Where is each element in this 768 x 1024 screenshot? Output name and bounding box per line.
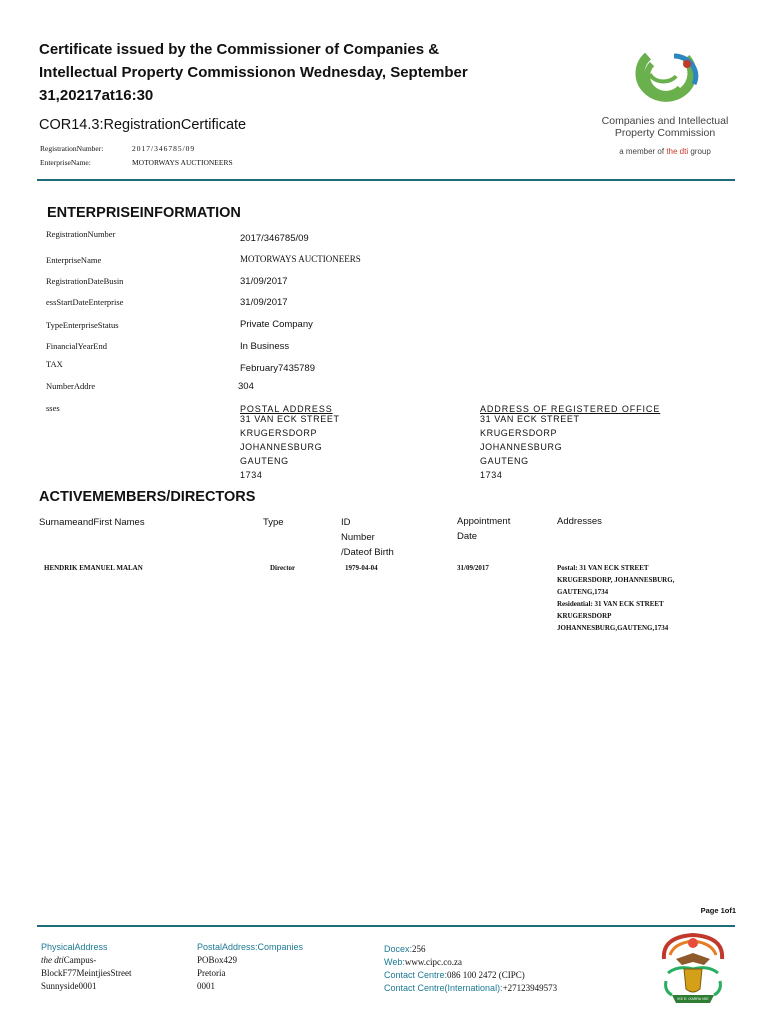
postal-address-block [240,402,340,482]
label-addresses-cont: sses [46,403,60,413]
registered-office-line: 31 VAN ECK STREET [480,414,580,424]
label-number-addresses: NumberAddre [46,381,96,391]
web-link[interactable]: www.cipc.co.za [404,957,462,967]
contact-centre-intl-line: Contact Centre(International):+27123949573 [384,983,558,993]
docex-line: Docex:256 [384,944,426,954]
value-enterprise-type: Private Company [240,319,313,330]
cipc-logo-icon [590,44,740,110]
col-header-type: Type [263,517,284,528]
col-header-appointment: Appointment Date [457,516,511,542]
value-financial-year-end-tax: February7435789 [240,363,315,374]
postal-address-line: 31 VAN ECK STREET [240,414,340,424]
member-type: Director [270,564,296,572]
label-financial-year-end: FinancialYearEnd [46,341,107,351]
footer-postal-address [197,942,303,993]
members-heading: ACTIVEMEMBERS/DIRECTORS [39,489,256,505]
postal-footer-heading: PostalAddress:Companies [197,942,304,952]
footer-physical-address [41,942,132,993]
registered-office-line: JOHANNESBURG [480,442,563,452]
page-number: Page 1of1 [700,906,736,915]
registered-office-line: GAUTENG [480,456,529,466]
col-header-addresses: Addresses [557,516,602,527]
physical-address-line: BlockF77MeintjiesStreet [41,968,132,978]
footer-divider [37,925,735,927]
enterprise-name-label: EnterpriseName: [40,158,91,167]
registered-office-block [480,402,660,482]
physical-address-heading: PhysicalAddress [41,942,108,952]
crest-motto: !KE E: /XARRA //KE [677,997,709,1001]
label-registration-date: RegistrationDateBusin [46,276,124,286]
label-tax: TAX [46,359,63,369]
member-name: HENDRIK EMANUEL MALAN [44,564,143,572]
label-business-start-date: essStartDateEnterprise [46,297,124,307]
cipc-logo [590,44,740,154]
postal-address-heading: POSTAL ADDRESS [240,404,333,414]
title-line-3: 31,20217at16:30 [39,87,154,104]
label-enterprise-name: EnterpriseName [46,255,102,265]
web-line[interactable]: Web:www.cipc.co.za [384,957,462,967]
member-residential-address: Residential: 31 VAN ECK STREET KRUGERSDORP JOHANNESBURG,GAUTENG,1734 [557,600,669,632]
postal-footer-line: 0001 [197,981,215,991]
value-registration-number: 2017/346785/09 [240,233,309,244]
postal-address-line: 1734 [240,470,263,480]
postal-footer-line: Pretoria [197,968,226,978]
title-line-1: Certificate issued by the Commissioner of Companies & [39,41,440,58]
coat-of-arms [654,929,732,1011]
certificate-title [39,38,489,107]
postal-address-line: GAUTENG [240,456,289,466]
enterprise-heading: ENTERPRISEINFORMATION [47,205,241,221]
certificate-subtitle: COR14.3:RegistrationCertificate [39,117,247,133]
member-appointment-date: 31/09/2017 [457,564,489,572]
physical-address-line: Sunnyside0001 [41,981,97,991]
value-registration-date: 31/09/2017 [240,276,288,287]
contact-centre-line: Contact Centre:086 100 2472 (CIPC) [384,970,525,980]
postal-address-line: KRUGERSDORP [240,428,318,438]
postal-address-line: JOHANNESBURG [240,442,323,452]
reg-number-label: RegistrationNumber: [40,144,104,153]
label-registration-number: RegistrationNumber [46,229,116,239]
registered-office-line: KRUGERSDORP [480,428,558,438]
logo-name-line-1: Companies and Intellectual [601,115,729,127]
member-dob: 1979-04-04 [345,564,378,572]
registered-office-line: 1734 [480,470,503,480]
value-business-start-date: 31/09/2017 [240,297,288,308]
logo-name-line-2: Property Commission [614,127,716,139]
footer-contact [384,943,557,995]
label-enterprise-type: TypeEnterpriseStatus [46,320,119,330]
reg-number-value: 2017/346785/09 [132,144,196,153]
header-divider [37,179,735,181]
registered-office-heading: ADDRESS OF REGISTERED OFFICE [480,404,661,414]
col-header-id: ID Number /Dateof Birth [341,517,394,558]
value-enterprise-name: MOTORWAYS AUCTIONEERS [240,254,361,264]
value-enterprise-status: In Business [240,341,290,352]
value-number-addresses: 304 [238,381,254,392]
physical-address-line: the dtiCampus- [41,955,97,965]
member-postal-address: Postal: 31 VAN ECK STREET KRUGERSDORP, JOHANNESBURG, GAUTENG,1734 [557,564,675,596]
logo-tagline: a member of the dti group [619,147,711,156]
col-header-name: SurnameandFirst Names [39,517,145,528]
title-line-2: Intellectual Property Commissionon Wednesday, September [39,64,468,81]
postal-footer-line: POBox429 [197,955,238,965]
enterprise-name-value: MOTORWAYS AUCTIONEERS [132,158,233,167]
